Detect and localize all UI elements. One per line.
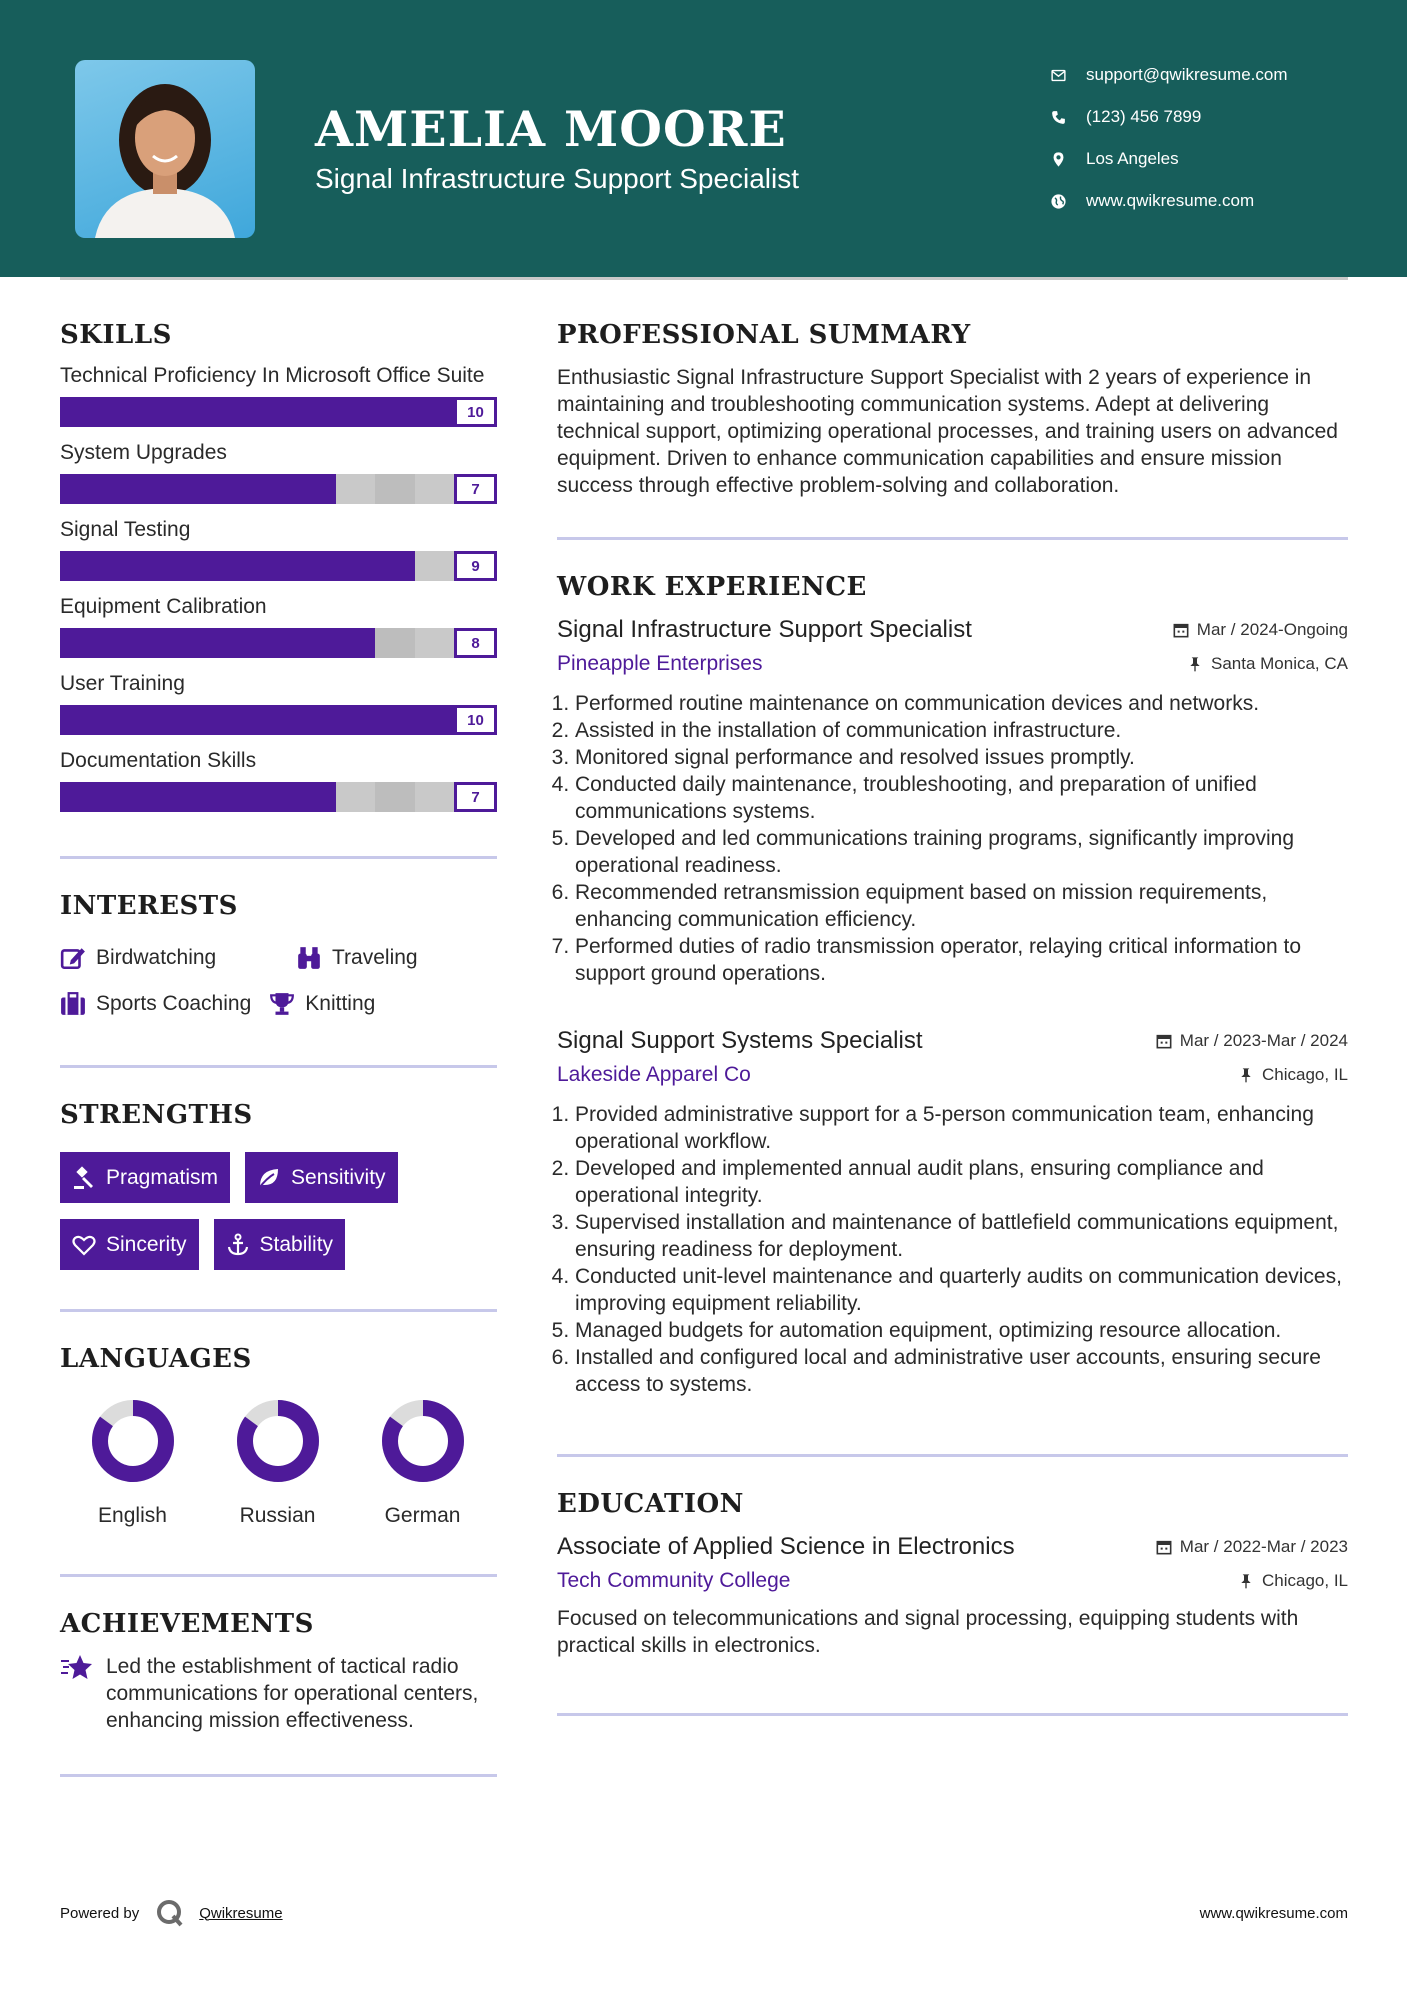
degree-title: Associate of Applied Science in Electronics xyxy=(557,1533,1015,1560)
skill-item xyxy=(60,439,497,504)
skill-bar-segment xyxy=(336,397,375,427)
profile-photo xyxy=(75,60,255,238)
skill-bar-segment xyxy=(415,474,454,504)
education-header xyxy=(557,1533,1348,1561)
skill-bar-segment xyxy=(375,397,414,427)
skill-bar-segment xyxy=(296,782,335,812)
skill-bar-segment xyxy=(375,705,414,735)
skill-score: 8 xyxy=(454,628,497,658)
map-pin-icon xyxy=(1050,151,1086,168)
powered-by-label: Powered by xyxy=(60,1904,140,1922)
language-item xyxy=(350,1398,495,1528)
skill-bar-segment xyxy=(139,782,178,812)
section-divider xyxy=(557,1713,1348,1716)
skill-bar-segment xyxy=(178,628,217,658)
skill-bar-segment xyxy=(178,551,217,581)
skill-score: 7 xyxy=(454,782,497,812)
skill-bar xyxy=(60,474,497,504)
skill-bar-segment xyxy=(375,551,414,581)
job-dates xyxy=(1156,1031,1348,1051)
strength-label: Pragmatism xyxy=(106,1165,219,1189)
job-bullet: 6. Installed and configured local and administrative user accounts, ensuring secure access to systems. xyxy=(575,1344,1348,1398)
anchor-icon xyxy=(226,1233,250,1257)
skill-bar-segment xyxy=(415,782,454,812)
envelope-icon xyxy=(1050,67,1086,84)
education-location-text: Chicago, IL xyxy=(1262,1571,1348,1590)
skill-bar-segment xyxy=(375,628,414,658)
left-column xyxy=(60,320,497,1777)
strengths-heading: STRENGTHS xyxy=(60,1100,253,1130)
job-location xyxy=(1238,1065,1348,1085)
interest-item xyxy=(60,981,251,1027)
pushpin-icon xyxy=(1238,1067,1254,1083)
languages-list xyxy=(60,1398,497,1528)
section-divider xyxy=(60,1574,497,1577)
interest-item xyxy=(296,935,418,981)
interests-heading: INTERESTS xyxy=(60,891,238,921)
skill-label: Signal Testing xyxy=(60,518,191,541)
skill-bar-segment xyxy=(99,474,138,504)
briefcase-icon xyxy=(60,991,86,1017)
strength-badge xyxy=(245,1152,398,1203)
skill-bar-segment xyxy=(257,551,296,581)
contact-phone[interactable] xyxy=(1050,96,1288,138)
job-bullet: 5. Managed budgets for automation equipment, optimizing resource allocation. xyxy=(575,1317,1348,1344)
skill-bar-segment xyxy=(99,397,138,427)
skill-bar-segment xyxy=(296,628,335,658)
achievement-item xyxy=(60,1653,497,1734)
section-divider xyxy=(60,1065,497,1068)
job-bullet: 2. Developed and implemented annual audit plans, ensuring compliance and operational integrity. xyxy=(575,1155,1348,1209)
skill-bar-segment xyxy=(336,551,375,581)
skill-bar-segment xyxy=(375,782,414,812)
job-bullet: 6. Recommended retransmission equipment based on mission requirements, enhancing communication efficiency. xyxy=(575,879,1348,933)
jobs-list xyxy=(557,616,1348,1398)
skill-bar-segment xyxy=(139,551,178,581)
skill-bar-segment xyxy=(336,628,375,658)
education-text: Focused on telecommunications and signal processing, equipping students with practical skills in electronics. xyxy=(557,1607,1299,1657)
skill-label: Technical Proficiency In Microsoft Office Suite xyxy=(60,364,485,387)
skill-bar-segment xyxy=(415,628,454,658)
interest-label: Traveling xyxy=(332,946,418,969)
job-bullet: 5. Developed and led communications training programs, significantly improving operational readiness. xyxy=(575,825,1348,879)
skill-bar-segment xyxy=(336,474,375,504)
language-label: German xyxy=(384,1504,461,1527)
skill-bar xyxy=(60,705,497,735)
skill-bar-segment xyxy=(257,474,296,504)
job-header xyxy=(557,616,1348,644)
skill-score: 10 xyxy=(454,397,497,427)
skill-bar-segment xyxy=(296,474,335,504)
interest-label: Sports Coaching xyxy=(96,992,252,1015)
skill-bar-segment xyxy=(336,705,375,735)
job-bullets xyxy=(557,1101,1348,1398)
job-location-text: Santa Monica, CA xyxy=(1210,654,1348,673)
strength-badge xyxy=(60,1152,230,1203)
skill-score: 7 xyxy=(454,474,497,504)
strength-badge xyxy=(60,1219,199,1270)
skill-bar xyxy=(60,628,497,658)
candidate-role: Signal Infrastructure Support Specialist xyxy=(315,163,800,194)
skill-bar-segment xyxy=(218,474,257,504)
skill-bar-segment xyxy=(60,397,99,427)
job-bullet: 7. Performed duties of radio transmission operator, relaying critical information to support ground operations. xyxy=(575,933,1348,987)
language-donut xyxy=(380,1398,466,1484)
skill-bar-segment xyxy=(60,551,99,581)
job-dates-text: Mar / 2024-Ongoing xyxy=(1196,620,1348,639)
skill-bar-segment xyxy=(139,397,178,427)
pushpin-icon xyxy=(1238,1573,1254,1589)
brand-link[interactable]: Qwikresume xyxy=(199,1904,283,1922)
skill-bar-segment xyxy=(99,551,138,581)
qwikresume-logo-icon xyxy=(155,1898,185,1928)
calendar-icon xyxy=(1156,1033,1172,1049)
skill-bar-segment xyxy=(218,551,257,581)
skill-bar-segment xyxy=(296,705,335,735)
job-bullet: 3. Supervised installation and maintenance of battlefield communications equipment, ensuring readiness for deployment. xyxy=(575,1209,1348,1263)
skill-item xyxy=(60,516,497,581)
skill-score: 9 xyxy=(454,551,497,581)
skill-bar-segment xyxy=(139,628,178,658)
job-title: Signal Support Systems Specialist xyxy=(557,1027,923,1054)
skill-bar-segment xyxy=(257,705,296,735)
skill-label: User Training xyxy=(60,672,185,695)
trophy-icon xyxy=(269,991,295,1017)
skill-bar-segment xyxy=(375,474,414,504)
gavel-icon xyxy=(72,1166,96,1190)
skill-label: System Upgrades xyxy=(60,441,227,464)
skill-bar-segment xyxy=(178,474,217,504)
powered-by xyxy=(60,1898,283,1928)
header-divider xyxy=(60,277,1348,280)
interest-item xyxy=(60,935,278,981)
star-icon xyxy=(60,1653,94,1683)
skill-bar-segment xyxy=(99,705,138,735)
calendar-icon xyxy=(1156,1539,1172,1555)
language-label: English xyxy=(98,1504,167,1527)
binoculars-icon xyxy=(296,945,322,971)
interest-item xyxy=(269,981,375,1027)
job-location-text: Chicago, IL xyxy=(1262,1065,1348,1084)
skill-item xyxy=(60,670,497,735)
phone-icon xyxy=(1050,109,1086,126)
achievements-heading: ACHIEVEMENTS xyxy=(60,1609,314,1639)
job-bullet: 4. Conducted unit-level maintenance and quarterly audits on communication devices, improving equipment reliability. xyxy=(575,1263,1348,1317)
skill-bar-segment xyxy=(257,628,296,658)
language-donut xyxy=(235,1398,321,1484)
contact-email-text: support@qwikresume.com xyxy=(1086,65,1288,84)
skill-bar-segment xyxy=(139,474,178,504)
skill-bar-segment xyxy=(139,705,178,735)
skill-bar-segment xyxy=(415,705,454,735)
education-subheader xyxy=(557,1569,1348,1593)
contact-email[interactable] xyxy=(1050,54,1288,96)
language-label: Russian xyxy=(239,1504,316,1527)
section-divider xyxy=(557,1454,1348,1457)
skill-bar-segment xyxy=(296,551,335,581)
job-bullet: 4. Conducted daily maintenance, troubleshooting, and preparation of unified communications systems. xyxy=(575,771,1348,825)
resume-header xyxy=(0,0,1407,277)
pushpin-icon xyxy=(1187,656,1203,672)
skill-bar-segment xyxy=(99,782,138,812)
skill-score: 10 xyxy=(454,705,497,735)
strength-badge xyxy=(214,1219,346,1270)
summary-heading: PROFESSIONAL SUMMARY xyxy=(557,320,971,350)
section-divider xyxy=(60,1774,497,1777)
skill-bar-segment xyxy=(60,628,99,658)
section-divider xyxy=(60,856,497,859)
job-subheader xyxy=(557,652,1348,676)
languages-heading: LANGUAGES xyxy=(60,1344,252,1374)
job-subheader xyxy=(557,1063,1348,1087)
job-entry xyxy=(557,616,1348,987)
contact-website-text: www.qwikresume.com xyxy=(1086,191,1255,210)
skill-bar xyxy=(60,397,497,427)
job-bullets xyxy=(557,690,1348,987)
job-location xyxy=(1187,654,1348,674)
job-header xyxy=(557,1027,1348,1055)
job-bullet: 2. Assisted in the installation of communication infrastructure. xyxy=(575,717,1348,744)
skill-bar-segment xyxy=(257,397,296,427)
job-bullet: 3. Monitored signal performance and resolved issues promptly. xyxy=(575,744,1348,771)
skill-bar-segment xyxy=(336,782,375,812)
skill-bar xyxy=(60,551,497,581)
company-name: Lakeside Apparel Co xyxy=(557,1063,751,1086)
pencil-square-icon xyxy=(60,945,86,971)
footer-url[interactable]: www.qwikresume.com xyxy=(1199,1904,1348,1922)
education-heading: EDUCATION xyxy=(557,1489,744,1519)
skill-bar-segment xyxy=(99,628,138,658)
education-dates-text: Mar / 2022-Mar / 2023 xyxy=(1179,1537,1348,1556)
school-name: Tech Community College xyxy=(557,1569,791,1592)
strengths-list xyxy=(60,1152,497,1286)
job-dates xyxy=(1173,620,1348,640)
skill-item xyxy=(60,593,497,658)
skill-bar-segment xyxy=(257,782,296,812)
strength-label: Sensitivity xyxy=(291,1165,386,1189)
skill-bar-segment xyxy=(60,474,99,504)
education-location xyxy=(1238,1571,1348,1591)
contact-website[interactable] xyxy=(1050,180,1288,222)
leaf-icon xyxy=(257,1166,281,1190)
skill-bar xyxy=(60,782,497,812)
skill-bar-segment xyxy=(415,397,454,427)
section-divider xyxy=(60,1309,497,1312)
job-bullet: 1. Provided administrative support for a 5-person communication team, enhancing operational workflow. xyxy=(575,1101,1348,1155)
skill-bar-segment xyxy=(218,397,257,427)
experience-heading: WORK EXPERIENCE xyxy=(557,572,867,602)
candidate-name: AMELIA MOORE xyxy=(315,100,787,158)
skill-bar-segment xyxy=(218,628,257,658)
skill-label: Equipment Calibration xyxy=(60,595,267,618)
section-divider xyxy=(557,537,1348,540)
skill-bar-segment xyxy=(415,551,454,581)
achievement-text: Led the establishment of tactical radio communications for operational centers, enhancing mission effectiveness. xyxy=(106,1655,479,1732)
skill-bar-segment xyxy=(178,782,217,812)
job-title: Signal Infrastructure Support Specialist xyxy=(557,616,972,643)
skill-item xyxy=(60,362,497,427)
skill-bar-segment xyxy=(218,705,257,735)
page-footer xyxy=(60,1898,1348,1928)
skill-bar-segment xyxy=(60,705,99,735)
interests-list xyxy=(60,935,497,1027)
language-item xyxy=(60,1398,205,1528)
strength-label: Stability xyxy=(259,1232,334,1256)
skill-bar-segment xyxy=(178,397,217,427)
interest-label: Knitting xyxy=(305,992,376,1015)
skill-item xyxy=(60,747,497,812)
job-bullet: 1. Performed routine maintenance on communication devices and networks. xyxy=(575,690,1348,717)
job-entry xyxy=(557,1027,1348,1398)
globe-icon xyxy=(1050,193,1086,210)
calendar-icon xyxy=(1173,622,1189,638)
contact-list xyxy=(1050,54,1288,222)
skills-heading: SKILLS xyxy=(60,320,172,350)
right-column xyxy=(557,320,1348,1716)
skill-label: Documentation Skills xyxy=(60,749,257,772)
skill-bar-segment xyxy=(218,782,257,812)
interest-label: Birdwatching xyxy=(96,946,217,969)
skill-bar-segment xyxy=(296,397,335,427)
skills-list xyxy=(60,362,497,812)
contact-phone-text: (123) 456 7899 xyxy=(1086,107,1202,126)
heart-icon xyxy=(72,1233,96,1257)
skill-bar-segment xyxy=(178,705,217,735)
skill-bar-segment xyxy=(60,782,99,812)
contact-location-text: Los Angeles xyxy=(1086,149,1179,168)
contact-location xyxy=(1050,138,1288,180)
language-donut xyxy=(90,1398,176,1484)
strength-label: Sincerity xyxy=(106,1232,187,1256)
job-dates-text: Mar / 2023-Mar / 2024 xyxy=(1179,1031,1348,1050)
language-item xyxy=(205,1398,350,1528)
summary-text: Enthusiastic Signal Infrastructure Support Specialist with 2 years of experience in maintaining and troubleshooting communication systems. Adept at delivering technical support, optimizing operational processes, and training users on advanced equipment. Driven to enhance communication capabilities and ensure mission success through effective problem-solving and collaboration. xyxy=(557,366,1338,497)
company-name: Pineapple Enterprises xyxy=(557,652,763,675)
education-dates xyxy=(1156,1537,1348,1557)
